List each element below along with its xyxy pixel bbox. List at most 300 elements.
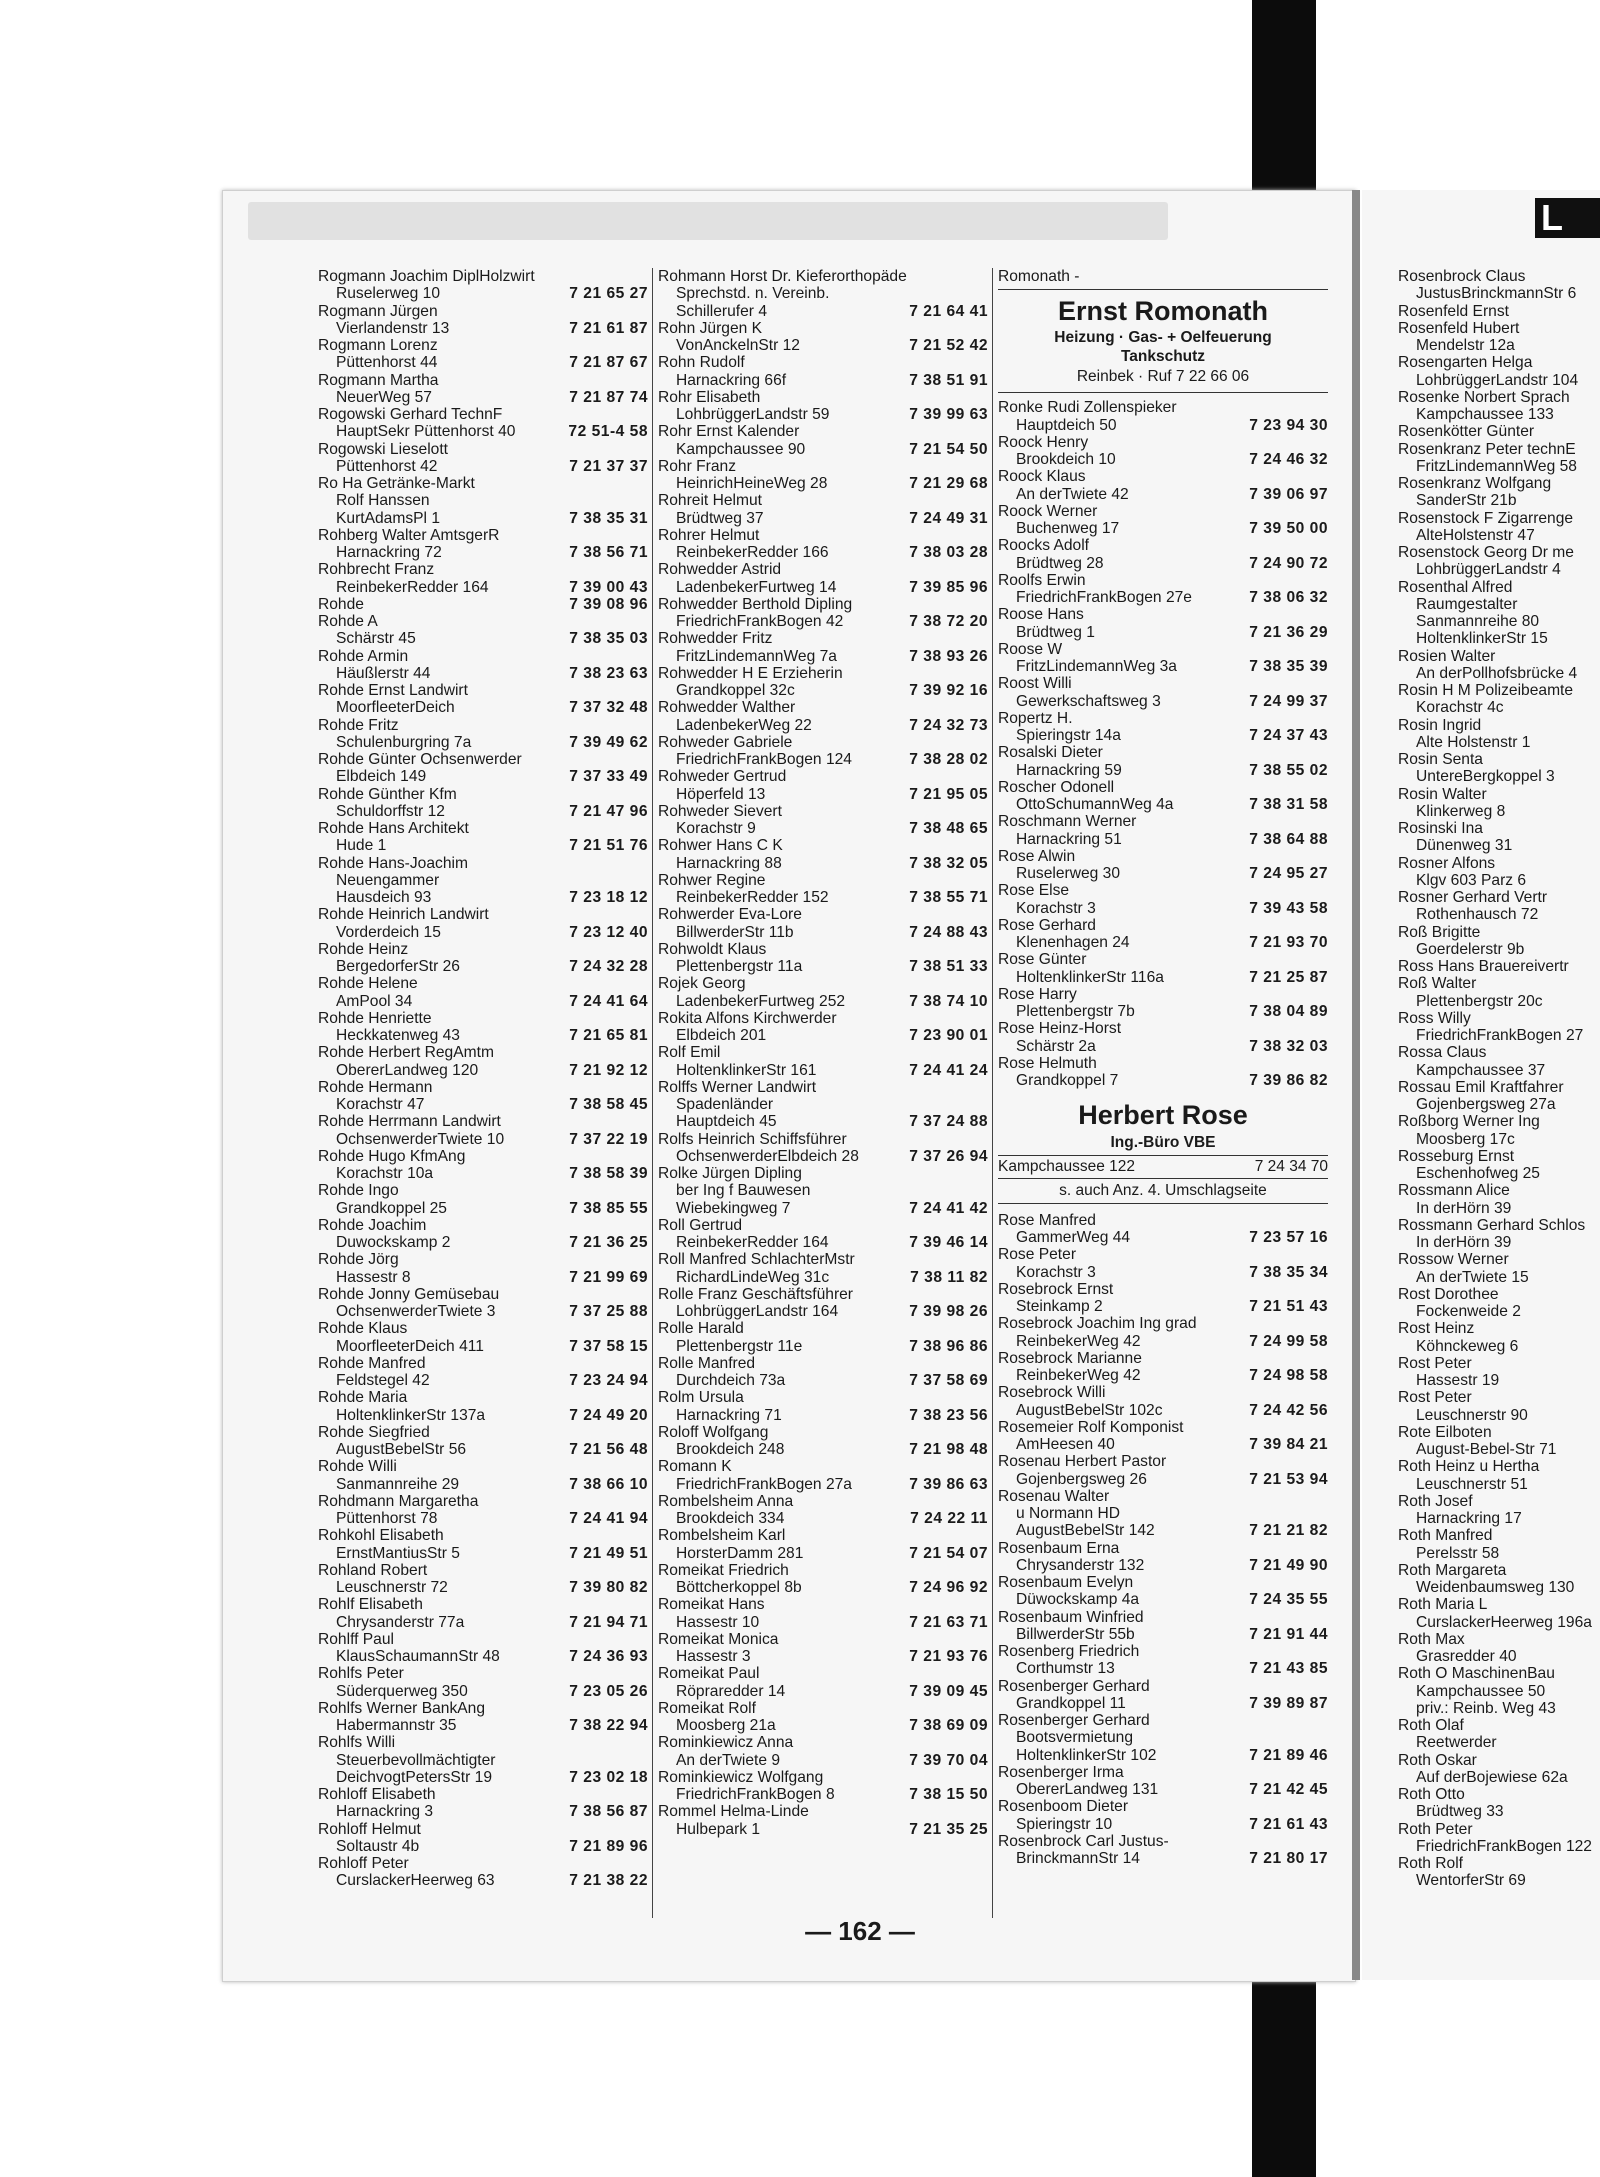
listing-address: LohbrüggerLandstr 59 bbox=[676, 406, 830, 423]
listing-phone: 7 21 56 48 bbox=[569, 1441, 648, 1458]
listing-address: Harnackring 51 bbox=[1016, 830, 1122, 848]
listing-name: Rolfs Heinrich Schiffsführer bbox=[658, 1130, 847, 1148]
listing-name: Rohde Willi bbox=[318, 1458, 397, 1476]
listing-entry bbox=[318, 337, 648, 372]
listing-address: Chrysanderstr 77a bbox=[336, 1613, 465, 1631]
listing-address: Habermannstr 35 bbox=[336, 1717, 457, 1734]
listing-phone: 7 23 12 40 bbox=[569, 923, 648, 941]
listing-entry bbox=[658, 1217, 988, 1252]
listing-entry bbox=[318, 1286, 648, 1321]
advert-note: s. auch Anz. 4. Umschlagseite bbox=[998, 1179, 1328, 1204]
listing-address: Reetwerder bbox=[1416, 1734, 1497, 1752]
listing-name: Rommel Helma-Linde bbox=[658, 1803, 809, 1821]
listing-name: Rosin Ingrid bbox=[1398, 716, 1482, 734]
listing-address: Korachstr 9 bbox=[676, 820, 756, 837]
listing-entry bbox=[1398, 1044, 1598, 1079]
listing-name: Rohrer Helmut bbox=[658, 526, 760, 544]
listing-name: Rohwer Hans C K bbox=[658, 837, 783, 855]
listing-address: MoorfleeterDeich 411 bbox=[336, 1337, 484, 1355]
listing-name: Rosin Senta bbox=[1398, 751, 1483, 768]
listing-address: In derHörn 39 bbox=[1416, 1199, 1512, 1217]
listing-phone: 7 21 89 96 bbox=[569, 1837, 648, 1855]
listing-name: Roose W bbox=[998, 640, 1063, 658]
listing-address: ReinbekerRedder 164 bbox=[676, 1234, 829, 1251]
listing-address: KurtAdamsPl 1 bbox=[336, 509, 441, 527]
listing-entry bbox=[318, 1148, 648, 1183]
listing-entry bbox=[998, 1747, 1328, 1764]
listing-phone: 7 21 53 94 bbox=[1249, 1470, 1328, 1488]
listing-name: Rosenstock Georg Dr me bbox=[1398, 544, 1574, 561]
listing-entry bbox=[1398, 855, 1598, 890]
listing-name: Rohde A bbox=[318, 613, 378, 630]
listing-name: Rogowski Lieselott bbox=[318, 440, 449, 458]
listing-name: Rohde Heinrich Landwirt bbox=[318, 906, 489, 924]
listing-entry bbox=[318, 1113, 648, 1148]
listing-name: Rohwerder Eva-Lore bbox=[658, 906, 802, 924]
listing-address: Hassestr 3 bbox=[676, 1648, 751, 1665]
listing-name: Rogmann Joachim DiplHolzwirt bbox=[318, 268, 535, 285]
listing-entry bbox=[658, 665, 988, 700]
listing-entry bbox=[318, 1734, 648, 1769]
listing-address: Püttenhorst 44 bbox=[336, 354, 438, 372]
listing-phone: 7 21 47 96 bbox=[569, 802, 648, 820]
listing-entry bbox=[1398, 1631, 1598, 1666]
listing-name: Rohwedder Fritz bbox=[658, 630, 773, 648]
listing-address: LadenbekerFurtweg 14 bbox=[676, 578, 837, 596]
listing-address: Hassestr 10 bbox=[676, 1613, 760, 1631]
listing-name: Rohn Rudolf bbox=[658, 354, 745, 372]
listing-address: LadenbekerWeg 22 bbox=[676, 716, 812, 734]
listing-entry bbox=[318, 561, 648, 596]
listing-phone: 7 38 58 45 bbox=[569, 1096, 648, 1113]
listing-name: Romeikat Hans bbox=[658, 1596, 765, 1614]
listing-entry bbox=[1398, 1458, 1598, 1493]
listing-address: Schärstr 45 bbox=[336, 630, 416, 648]
listing-address: Mendelstr 12a bbox=[1416, 337, 1515, 354]
listing-entry bbox=[1398, 389, 1598, 424]
listing-name: Ross Hans Brauereivertr bbox=[1398, 958, 1569, 975]
listing-address: Ruselerweg 10 bbox=[336, 285, 441, 303]
listing-entry bbox=[658, 630, 988, 665]
listing-phone: 7 24 96 92 bbox=[909, 1579, 988, 1596]
listing-phone: 7 21 38 22 bbox=[569, 1872, 648, 1890]
listing-entry bbox=[658, 803, 988, 838]
listing-name: Rohwedder Berthold Dipling bbox=[658, 595, 853, 613]
listing-entry bbox=[658, 1665, 988, 1700]
listing-address: AugustBebelStr 142 bbox=[1016, 1522, 1155, 1540]
listing-name: Rohweder Sievert bbox=[658, 802, 782, 820]
listing-address: Harnackring 17 bbox=[1416, 1510, 1522, 1527]
listing-name: Rose Günter bbox=[998, 951, 1087, 969]
listing-name: Roth Josef bbox=[1398, 1492, 1473, 1510]
listing-phone: 7 38 23 56 bbox=[909, 1406, 988, 1424]
listing-address: Harnackring 88 bbox=[676, 854, 782, 872]
listing-entry bbox=[318, 1044, 648, 1079]
listing-entry bbox=[318, 786, 648, 821]
listing-phone: 7 21 49 90 bbox=[1249, 1556, 1328, 1574]
listing-address: Gojenbergsweg 27a bbox=[1416, 1096, 1556, 1113]
listing-address: VonAnckelnStr 12 bbox=[676, 337, 800, 354]
listing-entry bbox=[318, 1217, 648, 1252]
listing-entry bbox=[318, 855, 648, 890]
column-1 bbox=[318, 268, 648, 1890]
listing-phone: 7 23 57 16 bbox=[1249, 1229, 1328, 1246]
listing-phone: 7 39 92 16 bbox=[909, 682, 988, 699]
listing-phone: 7 24 42 56 bbox=[1249, 1401, 1328, 1419]
listing-name: Roß Walter bbox=[1398, 975, 1477, 993]
listing-address: Klinkerweg 8 bbox=[1416, 802, 1506, 820]
listing-phone: 7 38 23 63 bbox=[569, 664, 648, 682]
listing-name: Rosenau Walter bbox=[998, 1487, 1110, 1505]
listing-entry bbox=[318, 303, 648, 338]
listing-entry bbox=[658, 1113, 988, 1130]
listing-name: Rominkiewicz Anna bbox=[658, 1734, 794, 1752]
listing-address: In derHörn 39 bbox=[1416, 1234, 1512, 1251]
listing-entry bbox=[998, 1246, 1328, 1281]
listing-phone: 7 37 25 88 bbox=[569, 1303, 648, 1320]
listing-address: An derPollhofsbrücke 4 bbox=[1416, 664, 1578, 682]
listing-entry bbox=[318, 1665, 648, 1700]
advert-services: Heizung · Gas- + Oelfeuerung bbox=[1054, 329, 1272, 347]
listing-address: Steuerbevollmächtigter bbox=[336, 1751, 496, 1769]
listing-name: Rohlfs Werner BankAng bbox=[318, 1699, 485, 1717]
listing-name: Rosenbrock Carl Justus- bbox=[998, 1832, 1169, 1850]
listing-name: Rohde Günter Ochsenwerder bbox=[318, 751, 522, 768]
listing-name: Rohde Hugo KfmAng bbox=[318, 1147, 466, 1165]
listing-name: Roßborg Werner Ing bbox=[1398, 1113, 1540, 1131]
listing-name: Rolm Ursula bbox=[658, 1389, 744, 1407]
listing-entry bbox=[318, 1821, 648, 1856]
listing-name: Rohweder Gabriele bbox=[658, 733, 793, 751]
listing-entry bbox=[998, 1350, 1328, 1385]
listing-name: Rosenkötter Günter bbox=[1398, 423, 1535, 441]
listing-phone: 7 38 03 28 bbox=[909, 544, 988, 561]
listing-phone: 7 39 86 63 bbox=[909, 1475, 988, 1493]
listing-address: An derTwiete 42 bbox=[1016, 485, 1129, 503]
listing-address: ReinbekerWeg 42 bbox=[1016, 1367, 1141, 1384]
listing-entry bbox=[318, 527, 648, 562]
listing-entry bbox=[998, 399, 1328, 434]
listing-entry bbox=[1398, 1717, 1598, 1752]
listing-address: Leuschnerstr 90 bbox=[1416, 1406, 1528, 1424]
listing-address: Brüdtweg 33 bbox=[1416, 1803, 1504, 1821]
listing-name: Rosenkranz Peter technE bbox=[1398, 440, 1576, 458]
listing-address: HoltenklinkerStr 15 bbox=[1416, 630, 1548, 648]
listing-name: Rohde Jörg bbox=[318, 1251, 399, 1269]
listing-address: Duwockskamp 2 bbox=[336, 1234, 451, 1251]
listing-address: Brüdtweg 37 bbox=[676, 509, 764, 527]
listing-entry bbox=[998, 1643, 1328, 1678]
listing-entry bbox=[318, 1769, 648, 1786]
listing-entry bbox=[998, 468, 1328, 503]
listing-entry bbox=[658, 423, 988, 458]
listing-name: Rohdmann Margaretha bbox=[318, 1492, 479, 1510]
listing-entry bbox=[1398, 717, 1598, 752]
listing-entry bbox=[1398, 510, 1598, 545]
listing-phone: 7 39 84 21 bbox=[1249, 1436, 1328, 1453]
advert-title: Herbert Rose bbox=[1078, 1100, 1248, 1131]
listing-entry bbox=[1398, 1596, 1598, 1631]
listing-phone: 7 21 94 71 bbox=[569, 1613, 648, 1631]
listing-name: Rominkiewicz Wolfgang bbox=[658, 1768, 824, 1786]
listing-name: Rohde Manfred bbox=[318, 1354, 426, 1372]
listing-entry bbox=[998, 572, 1328, 607]
listing-name: Rosenbrock Claus bbox=[1398, 268, 1526, 285]
listing-name: Roock Werner bbox=[998, 502, 1098, 520]
listing-phone: 7 24 90 72 bbox=[1249, 554, 1328, 572]
listing-entry bbox=[318, 406, 648, 441]
listing-name: Roth Max bbox=[1398, 1630, 1465, 1648]
listing-entry bbox=[1398, 975, 1598, 1010]
listing-name: Rossow Werner bbox=[1398, 1251, 1509, 1269]
listing-phone: 7 37 24 88 bbox=[909, 1113, 988, 1131]
listing-address: Soltaustr 4b bbox=[336, 1837, 420, 1855]
listing-address: Corthumstr 13 bbox=[1016, 1660, 1115, 1678]
listing-entry bbox=[658, 1010, 988, 1045]
listing-name: Roth Rolf bbox=[1398, 1855, 1464, 1872]
listing-address: Korachstr 10a bbox=[336, 1165, 434, 1182]
listing-address: ReinbekerWeg 42 bbox=[1016, 1332, 1141, 1350]
listing-phone: 7 24 99 37 bbox=[1249, 692, 1328, 710]
listing-address: Leuschnerstr 72 bbox=[336, 1579, 448, 1596]
listing-name: Rosemeier Rolf Komponist bbox=[998, 1418, 1184, 1436]
binding-strip-bottom bbox=[1252, 1975, 1316, 2177]
listing-name: Roth Olaf bbox=[1398, 1717, 1464, 1734]
listing-address: CurslackerHeerweg 196a bbox=[1416, 1613, 1592, 1631]
listing-name: Ronke Rudi Zollenspieker bbox=[998, 399, 1177, 417]
listing-entry bbox=[318, 475, 648, 510]
listing-entry bbox=[998, 1315, 1328, 1350]
listing-phone: 7 38 72 20 bbox=[909, 613, 988, 630]
listing-name: Rosenbaum Evelyn bbox=[998, 1574, 1134, 1591]
listing-address: An derTwiete 15 bbox=[1416, 1268, 1529, 1286]
listing-name: Rosalski Dieter bbox=[998, 744, 1103, 762]
listing-address: Plettenbergstr 11e bbox=[676, 1337, 803, 1355]
listing-entry bbox=[1398, 1700, 1598, 1717]
listing-name: Rohde Hans-Joachim bbox=[318, 854, 468, 872]
listing-phone: 7 39 43 58 bbox=[1249, 899, 1328, 917]
listing-entry bbox=[658, 1165, 988, 1200]
listing-name: Rosenberger Gerhard bbox=[998, 1677, 1150, 1695]
listing-phone: 7 21 43 85 bbox=[1249, 1660, 1328, 1678]
listing-phone: 7 38 04 89 bbox=[1249, 1003, 1328, 1020]
listing-phone: 7 37 58 69 bbox=[909, 1372, 988, 1389]
listing-address: Feldstegel 42 bbox=[336, 1372, 430, 1389]
advert-address-line bbox=[998, 1155, 1328, 1178]
listing-name: Rohde Siegfried bbox=[318, 1423, 430, 1441]
listing-entry bbox=[1398, 1113, 1598, 1148]
listing-address: Brüdtweg 1 bbox=[1016, 623, 1095, 641]
listing-address: Grandkoppel 25 bbox=[336, 1199, 447, 1217]
listing-name: Roock Klaus bbox=[998, 468, 1086, 486]
listing-entry bbox=[658, 768, 988, 803]
listing-entry bbox=[318, 1700, 648, 1735]
listing-name: Roschmann Werner bbox=[998, 813, 1137, 831]
listing-entry bbox=[998, 710, 1328, 745]
listing-address: Goerdelerstr 9b bbox=[1416, 940, 1525, 958]
listing-entry bbox=[1398, 1786, 1598, 1821]
listing-phone: 7 21 87 74 bbox=[569, 388, 648, 406]
listing-entry bbox=[998, 951, 1328, 986]
listing-address: FritzLindemannWeg 7a bbox=[676, 647, 837, 665]
listing-name: Rogmann Jürgen bbox=[318, 302, 438, 320]
listing-address: Spieringstr 14a bbox=[1016, 727, 1121, 744]
listing-phone: 7 39 46 14 bbox=[909, 1234, 988, 1251]
listing-name: Rogowski Gerhard TechnF bbox=[318, 406, 503, 423]
listing-address: LadenbekerFurtweg 252 bbox=[676, 992, 846, 1010]
listing-address: Alte Holstenstr 1 bbox=[1416, 733, 1531, 751]
listing-name: Romeikat Rolf bbox=[658, 1699, 756, 1717]
listing-address: Düwockskamp 4a bbox=[1016, 1591, 1140, 1609]
listing-name: Romeikat Monica bbox=[658, 1630, 779, 1648]
listing-phone: 7 24 32 28 bbox=[569, 958, 648, 975]
listing-entry bbox=[998, 641, 1328, 676]
listing-name: Rohde Klaus bbox=[318, 1320, 408, 1338]
listing-name: Rohlf Elisabeth bbox=[318, 1596, 423, 1614]
listing-entry bbox=[1398, 1389, 1598, 1424]
listing-address: Brookdeich 10 bbox=[1016, 451, 1116, 468]
listing-address: Brookdeich 334 bbox=[676, 1510, 785, 1527]
listing-name: Rohde Hermann bbox=[318, 1078, 433, 1096]
listing-phone: 7 23 24 94 bbox=[569, 1372, 648, 1389]
listing-name: Rosenke Norbert Sprach bbox=[1398, 388, 1570, 406]
advert-title: Ernst Romonath bbox=[1057, 296, 1268, 327]
listing-address: Korachstr 3 bbox=[1016, 1263, 1096, 1281]
listing-phone: 7 39 70 04 bbox=[909, 1751, 988, 1769]
listing-phone: 7 21 63 71 bbox=[909, 1613, 988, 1631]
listing-entry bbox=[658, 354, 988, 389]
listing-name: Romeikat Paul bbox=[658, 1665, 760, 1683]
listing-name: Rohde Henriette bbox=[318, 1009, 432, 1027]
listing-phone: 7 24 35 55 bbox=[1249, 1591, 1328, 1609]
listing-name: Rohlfs Peter bbox=[318, 1665, 404, 1683]
listing-name: Rolle Franz Geschäftsführer bbox=[658, 1285, 853, 1303]
listing-phone: 7 39 00 43 bbox=[569, 578, 648, 596]
listing-phone: 7 38 06 32 bbox=[1249, 589, 1328, 606]
listing-name: Rohloff Peter bbox=[318, 1855, 409, 1872]
listing-entry bbox=[998, 1453, 1328, 1488]
listing-address: Grandkoppel 7 bbox=[1016, 1072, 1119, 1089]
listing-entry bbox=[658, 1320, 988, 1355]
listing-name: Roth Peter bbox=[1398, 1820, 1473, 1838]
advert-subtitle: Ing.-Büro VBE bbox=[1110, 1134, 1216, 1152]
listing-phone: 7 37 22 19 bbox=[569, 1130, 648, 1148]
listing-name: Rosenstock F Zigarrenge bbox=[1398, 509, 1574, 527]
listing-name: Rombelsheim Anna bbox=[658, 1492, 794, 1510]
listing-name: Rojek Georg bbox=[658, 975, 746, 993]
listing-address: Dünenweg 31 bbox=[1416, 837, 1513, 855]
listing-name: Rosin Walter bbox=[1398, 785, 1487, 803]
listing-entry bbox=[998, 1540, 1328, 1575]
listing-address: FriedrichFrankBogen 8 bbox=[676, 1786, 835, 1803]
listing-name: Romann K bbox=[658, 1458, 732, 1476]
listing-entry bbox=[658, 1044, 988, 1079]
listing-address: Böttcherkoppel 8b bbox=[676, 1579, 802, 1596]
listing-phone: 7 38 55 02 bbox=[1249, 761, 1328, 779]
listing-address: FriedrichFrankBogen 27a bbox=[676, 1475, 852, 1493]
listing-name: Roock Henry bbox=[998, 433, 1089, 451]
listing-phone: 7 38 35 31 bbox=[569, 509, 648, 527]
listing-address: Harnackring 3 bbox=[336, 1803, 434, 1821]
listing-name: Rohde Maria bbox=[318, 1389, 408, 1407]
listing-phone: 7 38 35 03 bbox=[569, 630, 648, 648]
listing-address: HauptSekr Püttenhorst 40 bbox=[336, 423, 516, 441]
listing-address: Hassestr 19 bbox=[1416, 1372, 1500, 1389]
listing-entry bbox=[998, 986, 1328, 1021]
listing-name: Rohde bbox=[318, 595, 364, 613]
listing-name: Roose Hans bbox=[998, 606, 1084, 624]
listing-entry bbox=[318, 372, 648, 407]
listing-entry bbox=[658, 492, 988, 527]
listing-address: Plettenbergstr 7b bbox=[1016, 1003, 1135, 1020]
listing-phone: 7 38 85 55 bbox=[569, 1199, 648, 1217]
listing-phone: 7 39 09 45 bbox=[909, 1682, 988, 1700]
listing-name: Roloff Wolfgang bbox=[658, 1423, 769, 1441]
listing-entry bbox=[1398, 1493, 1598, 1528]
listing-entry bbox=[998, 1522, 1328, 1539]
listing-address: Rolf Hanssen bbox=[336, 492, 430, 510]
listing-name: Rohde Ernst Landwirt bbox=[318, 682, 468, 699]
listing-entry bbox=[658, 1596, 988, 1631]
listing-name: Rose Manfred bbox=[998, 1211, 1096, 1229]
listing-name: Rohde Herbert RegAmtm bbox=[318, 1044, 494, 1062]
listing-name: Rohweder Gertrud bbox=[658, 768, 787, 786]
listing-address: AmPool 34 bbox=[336, 992, 413, 1010]
listing-entry bbox=[1398, 1752, 1598, 1787]
listing-entry bbox=[658, 389, 988, 424]
listing-name: Rosinski Ina bbox=[1398, 820, 1483, 837]
listing-name: Rolffs Werner Landwirt bbox=[658, 1078, 817, 1096]
listing-phone: 7 21 89 46 bbox=[1249, 1746, 1328, 1764]
listing-phone: 72 51-4 58 bbox=[568, 423, 648, 441]
listing-name: Rose Helmuth bbox=[998, 1054, 1097, 1072]
listing-entry bbox=[658, 1131, 988, 1166]
listing-address: ObererLandweg 131 bbox=[1016, 1781, 1159, 1798]
listing-address: OchsenwerderTwiete 10 bbox=[336, 1130, 505, 1148]
listing-entry bbox=[1398, 630, 1598, 647]
listing-name: Rohwedder Walther bbox=[658, 699, 796, 717]
listing-entry bbox=[318, 682, 648, 717]
listing-address: HoltenklinkerStr 161 bbox=[676, 1061, 817, 1079]
listing-address: HorsterDamm 281 bbox=[676, 1544, 804, 1562]
listing-name: Rohberg Walter AmtsgerR bbox=[318, 526, 500, 544]
listing-address: Ruselerweg 30 bbox=[1016, 865, 1121, 882]
listing-entry bbox=[318, 889, 648, 906]
listing-entry bbox=[1398, 303, 1598, 320]
listing-name: Rossau Emil Kraftfahrer bbox=[1398, 1078, 1564, 1096]
listing-phone: 7 21 99 69 bbox=[569, 1268, 648, 1286]
listing-name: Rohr Franz bbox=[658, 457, 736, 475]
listing-entry bbox=[998, 1833, 1328, 1868]
listing-address: AugustBebelStr 102c bbox=[1016, 1401, 1163, 1419]
listing-address: Schärstr 2a bbox=[1016, 1037, 1096, 1055]
listing-phone: 7 38 64 88 bbox=[1249, 830, 1328, 848]
listing-phone: 7 21 52 42 bbox=[909, 337, 988, 354]
listing-address: Püttenhorst 78 bbox=[336, 1510, 438, 1527]
listing-entry bbox=[318, 648, 648, 683]
listing-phone: 7 38 31 58 bbox=[1249, 796, 1328, 813]
listing-phone: 7 24 49 20 bbox=[569, 1406, 648, 1424]
listing-phone: 7 21 95 05 bbox=[909, 785, 988, 803]
listing-name: Rohde Heinz bbox=[318, 940, 409, 958]
listing-address: Klgv 603 Parz 6 bbox=[1416, 871, 1527, 889]
listing-name: Roth Heinz u Hertha bbox=[1398, 1458, 1540, 1476]
listing-name: Rossa Claus bbox=[1398, 1044, 1487, 1062]
listing-name: Rogmann Martha bbox=[318, 371, 439, 389]
listing-address: Hulbepark 1 bbox=[676, 1820, 761, 1838]
listing-address: GammerWeg 44 bbox=[1016, 1229, 1131, 1246]
listing-entry bbox=[318, 1424, 648, 1459]
